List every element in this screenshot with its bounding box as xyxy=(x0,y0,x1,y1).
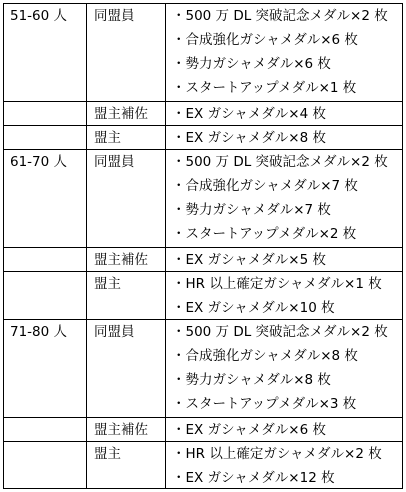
reward-table xyxy=(3,3,403,489)
role-label: 盟主 xyxy=(94,446,121,462)
reward-item: ・EX ガシャメダル×6 枚 xyxy=(172,422,326,438)
reward-item: ・500 万 DL 突破記念メダル×2 枚 xyxy=(172,154,388,170)
reward-item: ・合成強化ガシャメダル×6 枚 xyxy=(172,32,358,48)
reward-item: ・500 万 DL 突破記念メダル×2 枚 xyxy=(172,324,388,340)
role-label: 同盟員 xyxy=(94,8,135,24)
reward-cell xyxy=(165,102,402,125)
reward-item: ・スタートアップメダル×2 枚 xyxy=(172,226,357,242)
role-row xyxy=(4,442,402,488)
reward-item: ・500 万 DL 突破記念メダル×2 枚 xyxy=(172,8,388,24)
role-cell xyxy=(86,442,165,488)
reward-item: ・勢力ガシャメダル×7 枚 xyxy=(172,202,331,218)
tier-row xyxy=(4,4,402,150)
role-label: 盟主補佐 xyxy=(94,252,148,268)
role-cell xyxy=(86,102,165,125)
role-label: 盟主補佐 xyxy=(94,106,148,122)
role-cell xyxy=(86,150,165,247)
reward-item: ・スタートアップメダル×1 枚 xyxy=(172,80,357,96)
reward-item: ・HR 以上確定ガシャメダル×1 枚 xyxy=(172,276,382,292)
tier-size: 71-80 人 xyxy=(10,324,68,340)
reward-item: ・EX ガシャメダル×8 枚 xyxy=(172,130,326,146)
tier-size: 51-60 人 xyxy=(10,8,68,24)
reward-cell xyxy=(165,272,402,320)
reward-item: ・勢力ガシャメダル×6 枚 xyxy=(172,56,331,72)
role-row xyxy=(4,418,402,442)
role-row xyxy=(4,126,402,150)
reward-cell xyxy=(165,4,402,101)
reward-item: ・合成強化ガシャメダル×7 枚 xyxy=(172,178,358,194)
role-cell xyxy=(86,126,165,150)
reward-item: ・HR 以上確定ガシャメダル×2 枚 xyxy=(172,446,382,462)
tier-row xyxy=(4,320,402,488)
reward-item: ・合成強化ガシャメダル×8 枚 xyxy=(172,348,358,364)
role-label: 盟主 xyxy=(94,276,121,292)
role-row xyxy=(4,248,402,272)
reward-item: ・EX ガシャメダル×4 枚 xyxy=(172,106,326,122)
reward-cell xyxy=(165,442,402,488)
reward-cell xyxy=(165,320,402,417)
role-label: 同盟員 xyxy=(94,324,135,340)
role-cell xyxy=(86,418,165,441)
reward-item: ・EX ガシャメダル×12 枚 xyxy=(172,470,335,486)
role-row xyxy=(4,272,402,320)
role-row xyxy=(4,102,402,126)
role-label: 同盟員 xyxy=(94,154,135,170)
tier-size: 61-70 人 xyxy=(10,154,68,170)
reward-item: ・EX ガシャメダル×5 枚 xyxy=(172,252,326,268)
role-cell xyxy=(86,4,165,101)
reward-cell xyxy=(165,126,402,150)
role-label: 盟主補佐 xyxy=(94,422,148,438)
role-label: 盟主 xyxy=(94,130,121,146)
role-row xyxy=(4,150,402,248)
reward-cell xyxy=(165,248,402,271)
reward-item: ・勢力ガシャメダル×8 枚 xyxy=(172,372,331,388)
reward-cell xyxy=(165,150,402,247)
role-row xyxy=(4,4,402,102)
role-cell xyxy=(86,272,165,320)
reward-item: ・EX ガシャメダル×10 枚 xyxy=(172,300,335,316)
tier-row xyxy=(4,150,402,320)
role-cell xyxy=(86,248,165,271)
reward-cell xyxy=(165,418,402,441)
reward-item: ・スタートアップメダル×3 枚 xyxy=(172,396,357,412)
role-cell xyxy=(86,320,165,417)
role-row xyxy=(4,320,402,418)
